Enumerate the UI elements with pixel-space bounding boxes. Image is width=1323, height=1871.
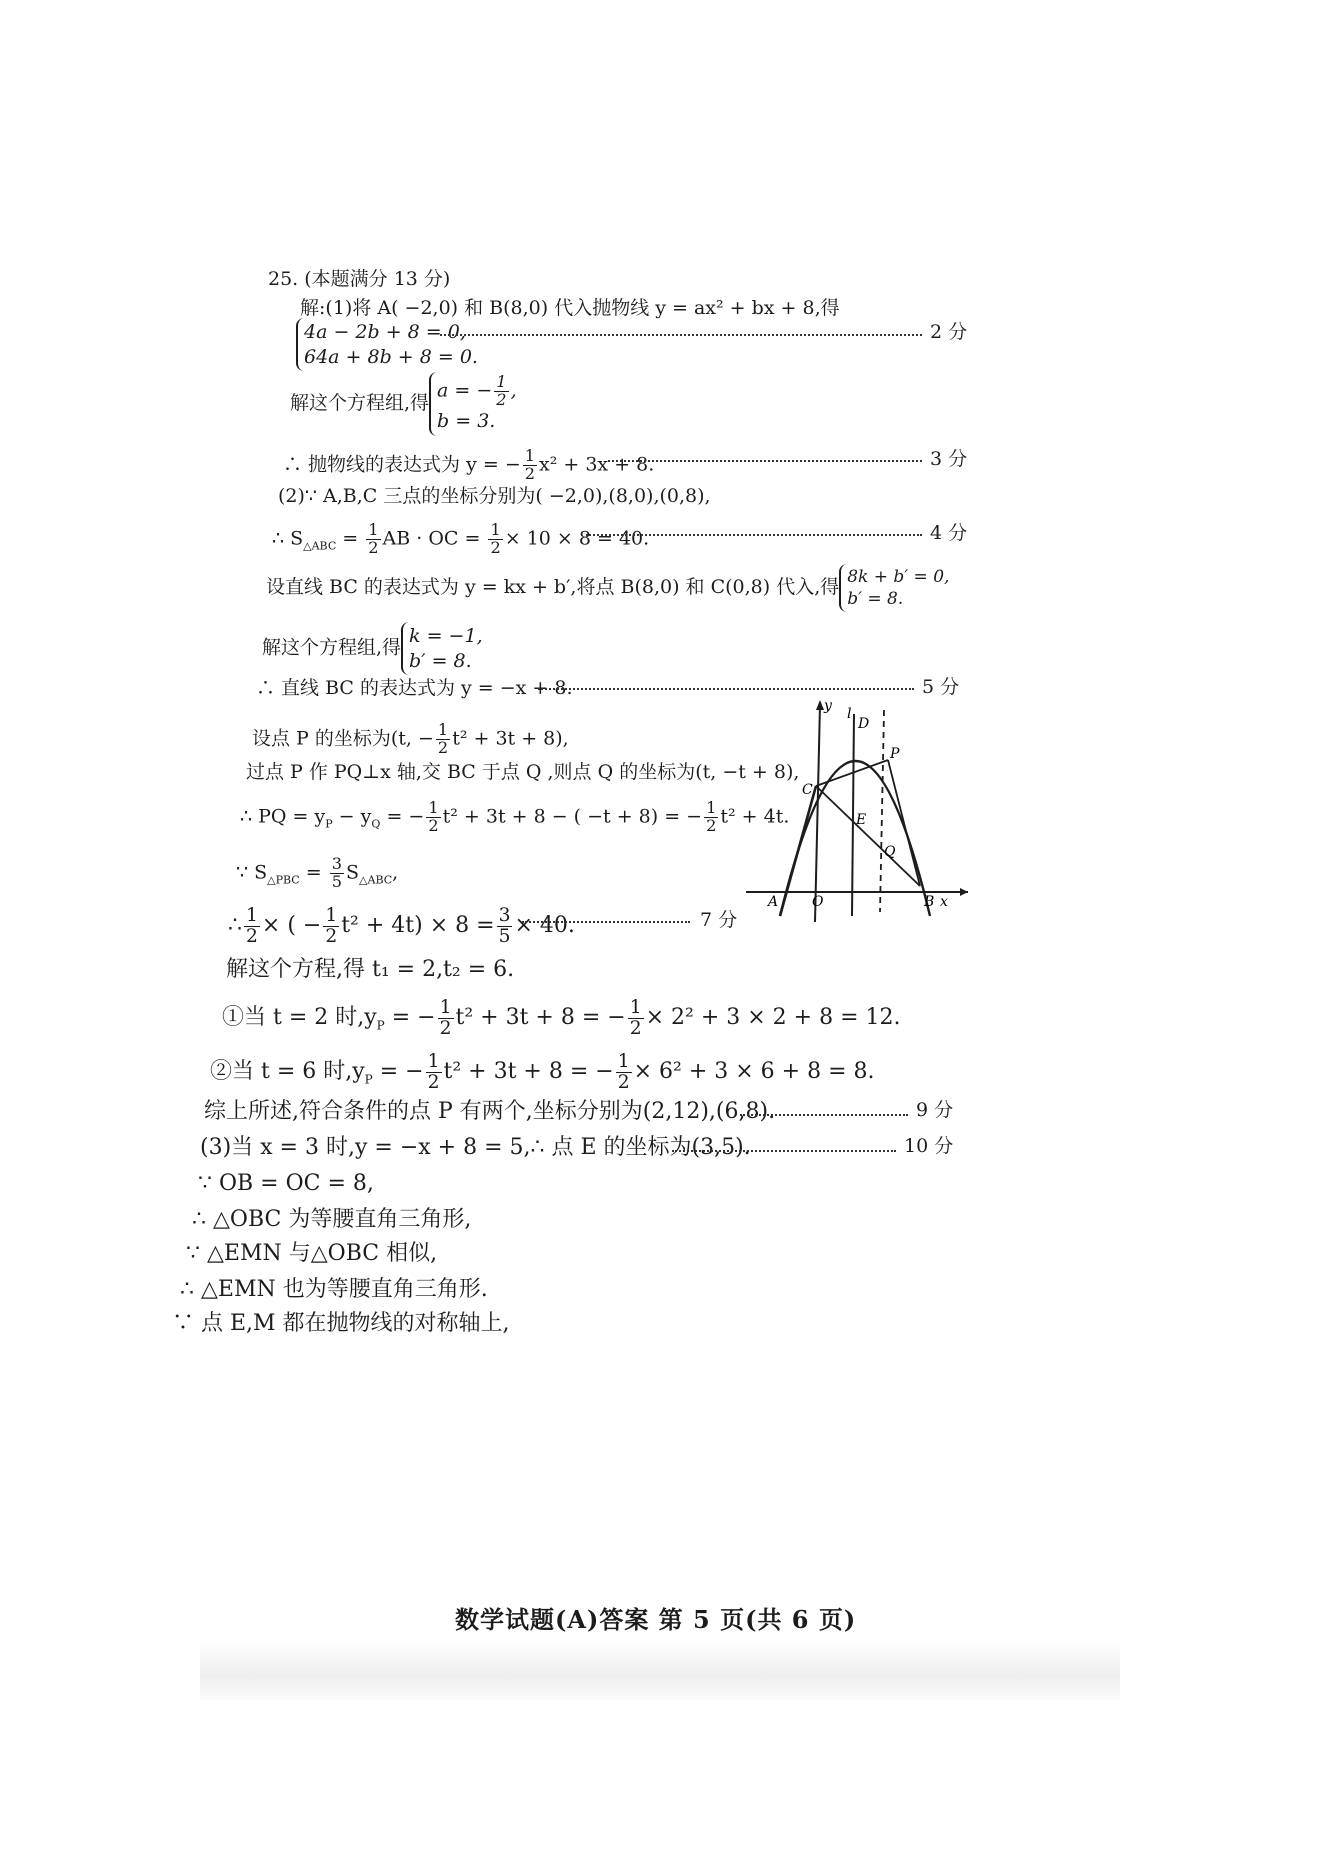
- y-axis: [815, 704, 820, 922]
- point-p-coords: 设点 P 的坐标为(t, − $\frac{1}{2}$ t² + 3t + 8),: [252, 720, 569, 757]
- obc-isosceles: ∴ △OBC 为等腰直角三角形,: [192, 1207, 472, 1232]
- label-d: D: [858, 716, 870, 732]
- label-b: B: [924, 894, 935, 910]
- part1-intro: 解:(1)将 A( −2,0) 和 B(8,0) 代入抛物线 y = ax² + bx + 8,得: [300, 297, 840, 319]
- case-1: ①当 t = 2 时$,y_P$ = − $\frac{1}{2}$ t² + 3t + 8 = − $\frac{1}{2}$ × 2² + 3 × 2 + 8 = 12.: [222, 997, 901, 1039]
- segment-pb: [888, 760, 920, 886]
- label-e: E: [856, 812, 867, 828]
- ob-equals-oc: ∵ OB = OC = 8,: [198, 1171, 374, 1196]
- area-equation: ∴ $\frac{1}{2}$ × ( − $\frac{1}{2}$ t² + 4t) × 8 = $\frac{3}{5}$ × 40.: [228, 905, 575, 947]
- line-bc-setup: 设直线 BC 的表达式为 y = kx + b′,将点 B(8,0) 和 C(0,8) 代入,得 8k + b′ = 0, b′ = 8.: [266, 564, 949, 612]
- x-axis-arrow-icon: [960, 888, 968, 896]
- area-abc: ∴ $S_{\triangle ABC}$ = $\frac{1}{2}$ AB · OC = $\frac{1}{2}$ × 10 × 8 = 40.: [272, 520, 650, 557]
- pq-length: ∴ PQ = $y_P - y_Q$ = − $\frac{1}{2}$ t² + 3t + 8 − ( −t + 8) = − $\frac{1}{2}$ t² + 4t.: [240, 798, 790, 835]
- parabola-figure: [740, 690, 970, 930]
- leader-dots: [672, 1150, 896, 1152]
- system1-eq2: 64a + 8b + 8 = 0.: [304, 345, 478, 368]
- leader-dots: [740, 1114, 908, 1116]
- y-axis-arrow-icon: [816, 700, 824, 710]
- em-on-axis: ∵ 点 E,M 都在抛物线的对称轴上,: [172, 1311, 510, 1336]
- line-bc-expression: ∴ 直线 BC 的表达式为 y = −x + 8.: [256, 677, 573, 699]
- leader-dots: [608, 460, 922, 462]
- label-a: A: [768, 894, 779, 910]
- part2-coords: (2)∵ A,B,C 三点的坐标分别为( −2,0),(8,0),(0,8),: [278, 485, 711, 507]
- leader-dots: [440, 334, 922, 336]
- summary: 综上所述,符合条件的点 P 有两个,坐标分别为(2,12),(6,8).: [204, 1099, 776, 1124]
- label-x: x: [940, 894, 948, 910]
- solve-t: 解这个方程,得 t₁ = 2,t₂ = 6.: [226, 957, 515, 982]
- score-2: 2 分: [930, 321, 968, 343]
- parabola-expression: ∴ 抛物线的表达式为 y = − $\frac{1}{2}$ x² + 3x + 8.: [283, 446, 655, 483]
- score-5: 5 分: [922, 676, 960, 698]
- score-7: 7 分: [700, 909, 738, 931]
- leader-dots: [522, 921, 690, 923]
- solution-1: 解这个方程组,得 a = − $\frac{1}{2}$ , b = 3.: [290, 372, 517, 436]
- emn-isosceles: ∴ △EMN 也为等腰直角三角形.: [180, 1277, 488, 1302]
- label-p: P: [890, 746, 900, 762]
- emn-similar: ∵ △EMN 与△OBC 相似,: [186, 1241, 438, 1266]
- score-4: 4 分: [930, 522, 968, 544]
- segment-cb: [816, 786, 920, 886]
- score-9: 9 分: [916, 1099, 954, 1121]
- label-l: l: [847, 706, 852, 722]
- case-2: ②当 t = 6 时$,y_P$ = − $\frac{1}{2}$ t² + 3t + 8 = − $\frac{1}{2}$ × 6² + 3 × 6 + 8 = 8.: [210, 1051, 875, 1093]
- label-y: y: [824, 698, 832, 714]
- label-q: Q: [884, 844, 896, 860]
- area-ratio: ∵ $S_{\triangle PBC}$ = $\frac{3}{5}$ $S_{\triangle ABC}$,: [236, 854, 399, 891]
- problem-header: 25. (本题满分 13 分): [268, 268, 451, 290]
- part3-point-e: (3)当 x = 3 时,y = −x + 8 = 5,∴ 点 E 的坐标为(3,5).: [200, 1135, 751, 1160]
- pq-setup: 过点 P 作 PQ⊥x 轴,交 BC 于点 Q ,则点 Q 的坐标为(t, −t + 8),: [246, 761, 800, 783]
- system1-eq1: 4a − 2b + 8 = 0,: [304, 321, 466, 343]
- label-c: C: [802, 782, 813, 798]
- system-1: [296, 318, 478, 371]
- leader-dots: [586, 534, 922, 536]
- page-footer: 数学试题(A)答案 第 5 页(共 6 页): [455, 1605, 857, 1634]
- score-10: 10 分: [904, 1135, 954, 1157]
- dashed-line-pq: [880, 710, 884, 912]
- axis-of-symmetry-l: [852, 714, 854, 916]
- segment-ac: [780, 786, 816, 916]
- solution-2: 解这个方程组,得 k = −1, b′ = 8.: [262, 622, 483, 675]
- score-3: 3 分: [930, 448, 968, 470]
- label-o: O: [812, 894, 824, 910]
- scan-artifact: [200, 1640, 1120, 1700]
